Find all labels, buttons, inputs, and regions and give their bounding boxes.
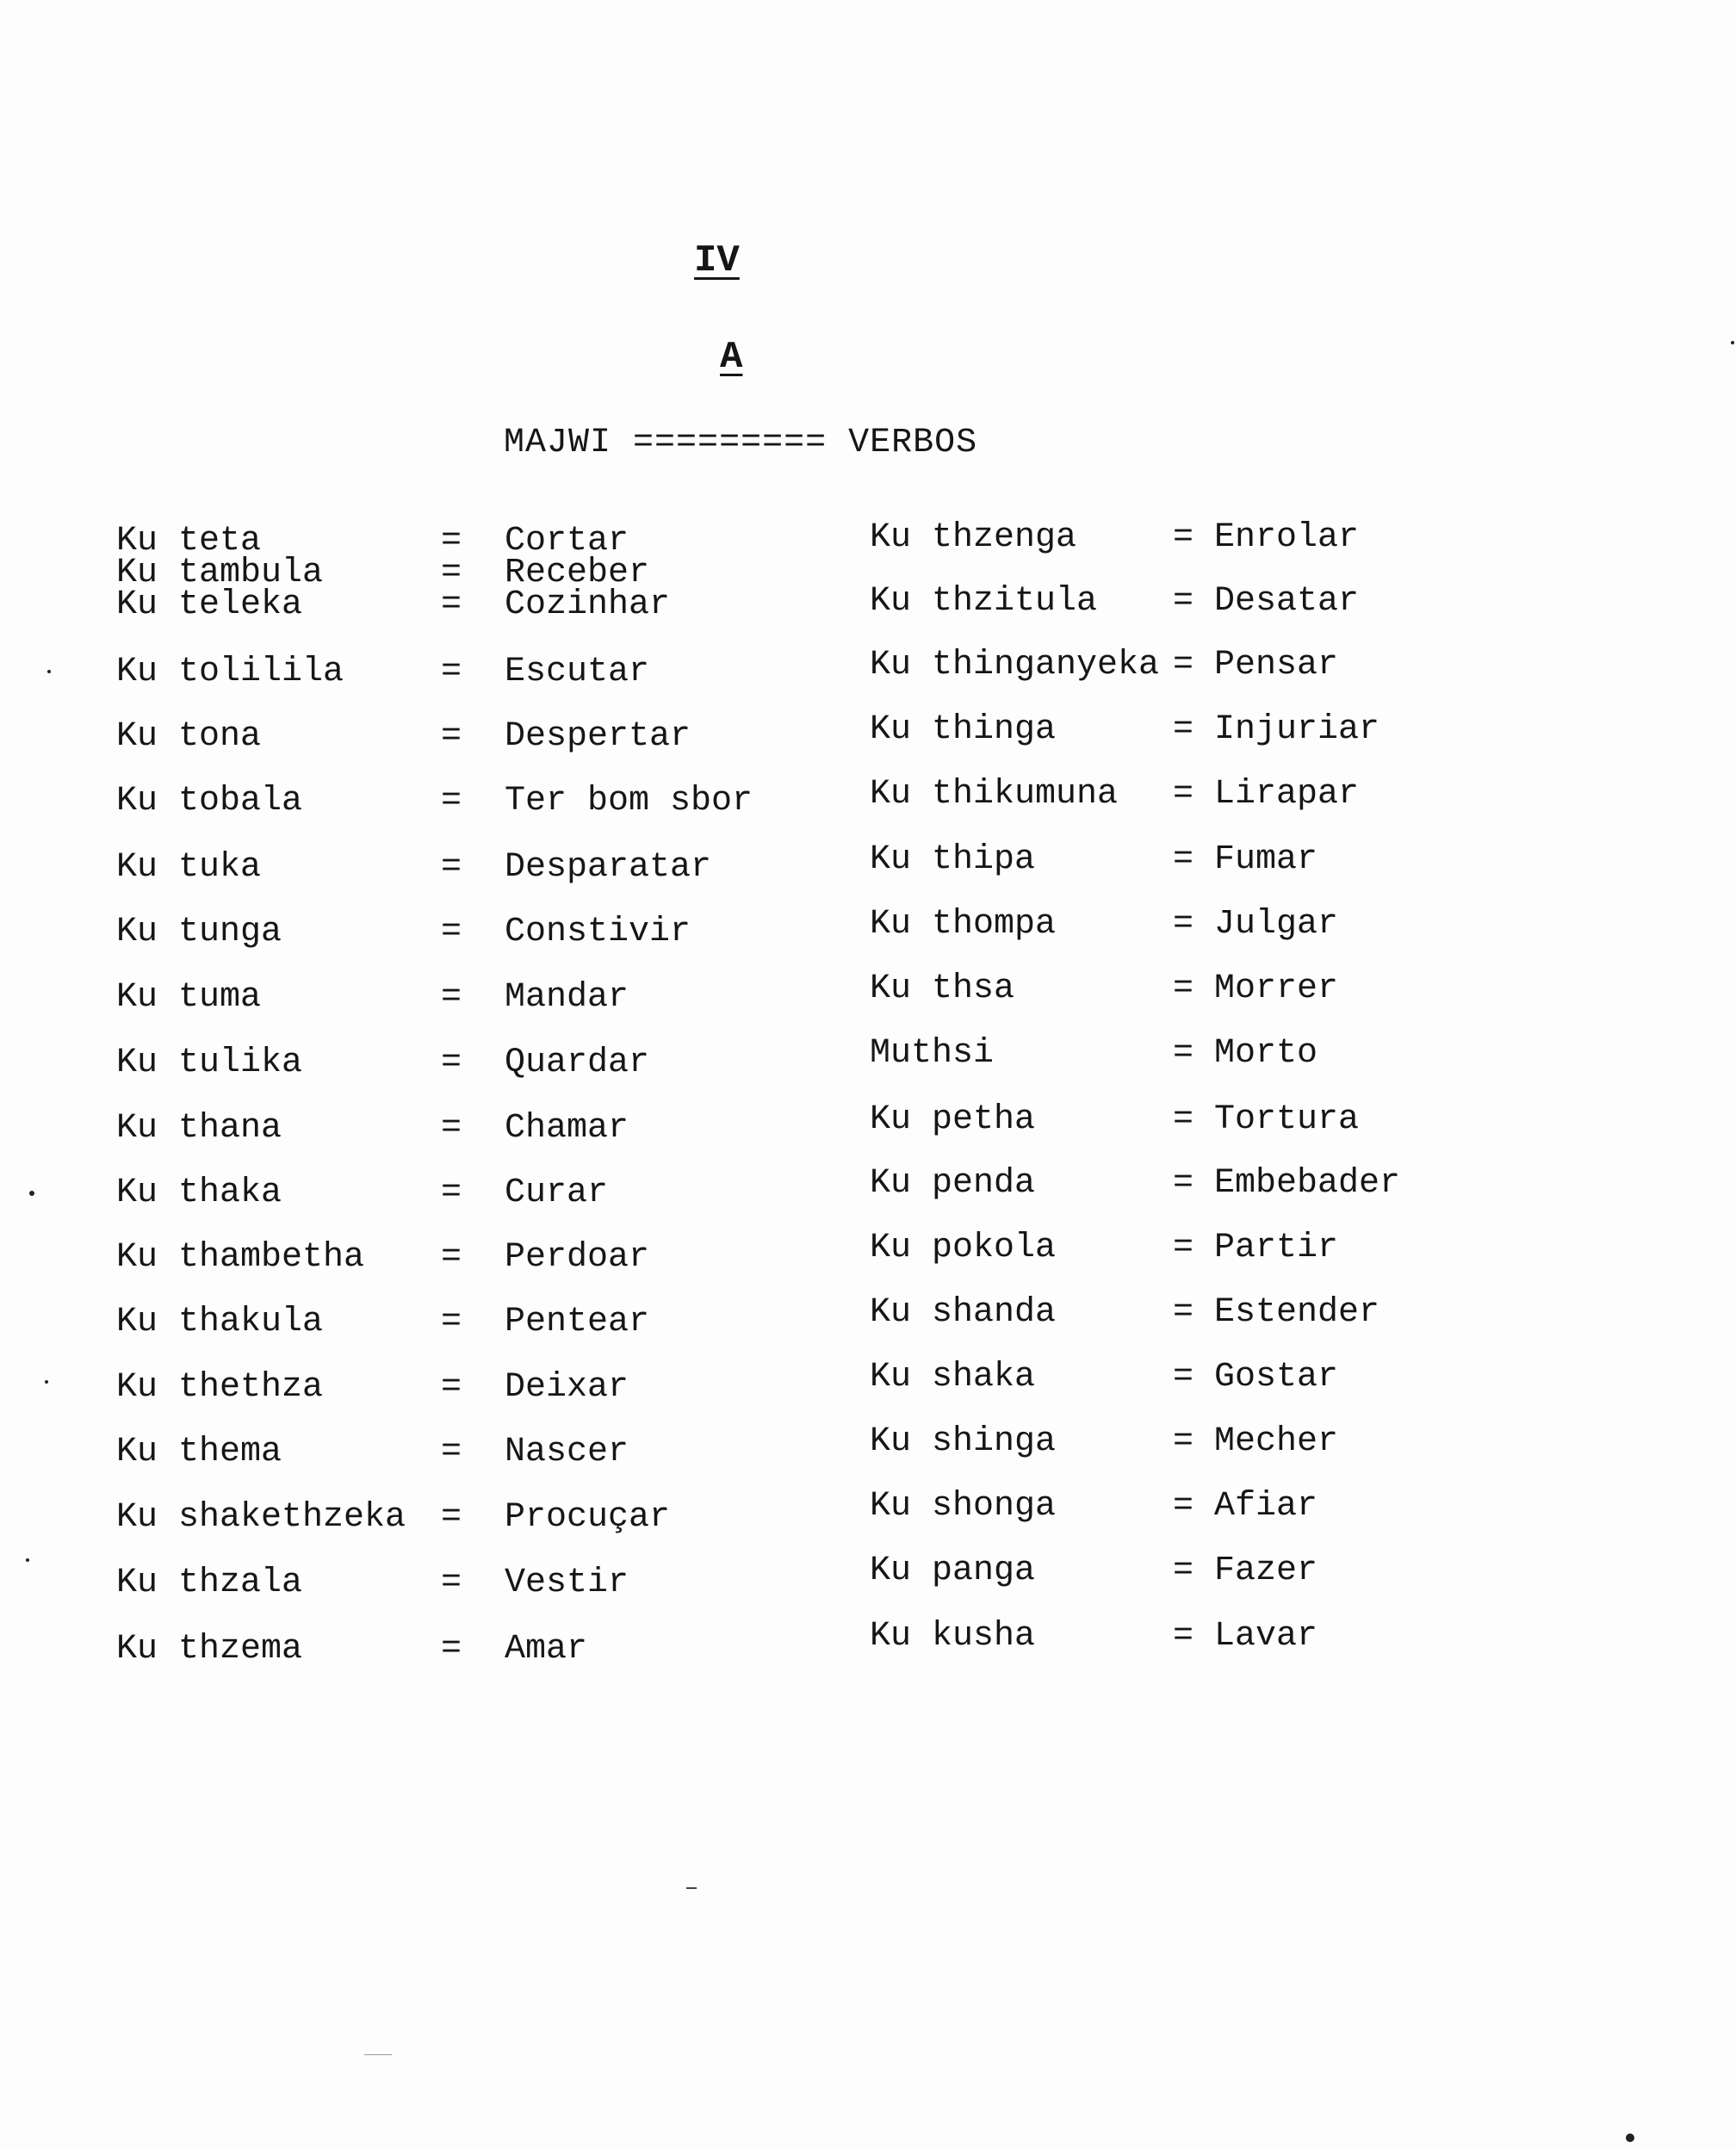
left-entry-translation: Pentear bbox=[505, 1303, 650, 1341]
right-entry-translation: Desatar bbox=[1214, 582, 1360, 621]
left-entry-translation: Perdoar bbox=[505, 1238, 650, 1277]
left-entry-equals-sign: = bbox=[441, 848, 462, 887]
right-entry-translation: Partir bbox=[1214, 1229, 1339, 1267]
left-entry-translation: Vestir bbox=[505, 1564, 629, 1602]
right-entry-equals-sign: = bbox=[1173, 905, 1194, 944]
left-entry-translation: Chamar bbox=[505, 1109, 629, 1148]
left-entry-equals-sign: = bbox=[441, 1303, 462, 1341]
left-entry-equals-sign: = bbox=[441, 1630, 462, 1669]
right-entry-term: Ku shinga bbox=[870, 1422, 1057, 1461]
subsection-letter: A bbox=[720, 336, 743, 379]
right-entry-equals-sign: = bbox=[1173, 1358, 1194, 1397]
left-entry-translation: Deixar bbox=[505, 1368, 629, 1407]
right-entry-translation: Enrolar bbox=[1214, 518, 1360, 557]
left-entry-term: Ku teta bbox=[116, 522, 262, 560]
right-entry-term: Ku thipa bbox=[870, 840, 1036, 879]
left-entry-term: Ku tambula bbox=[116, 554, 324, 592]
left-entry-translation: Mandar bbox=[505, 978, 629, 1017]
left-entry-equals-sign: = bbox=[441, 1044, 462, 1082]
left-entry-translation: Nascer bbox=[505, 1433, 629, 1471]
right-entry-translation: Fazer bbox=[1214, 1551, 1318, 1590]
right-entry-translation: Fumar bbox=[1214, 840, 1318, 879]
left-entry-equals-sign: = bbox=[441, 978, 462, 1017]
left-entry-equals-sign: = bbox=[441, 554, 462, 592]
left-entry-term: Ku tuma bbox=[116, 978, 262, 1017]
left-entry-term: Ku tolilila bbox=[116, 653, 344, 691]
scan-speck bbox=[26, 1558, 29, 1562]
right-entry-equals-sign: = bbox=[1173, 1551, 1194, 1590]
heading-left: MAJWI bbox=[504, 424, 612, 462]
scan-speck bbox=[1731, 341, 1734, 344]
left-entry-term: Ku tona bbox=[116, 717, 262, 756]
scan-mark bbox=[364, 2054, 392, 2055]
scan-speck bbox=[45, 1380, 48, 1384]
left-entry-translation: Escutar bbox=[505, 653, 650, 691]
right-entry-equals-sign: = bbox=[1173, 969, 1194, 1008]
right-entry-equals-sign: = bbox=[1173, 710, 1194, 749]
right-entry-translation: Morto bbox=[1214, 1034, 1318, 1073]
left-entry-term: Ku thzala bbox=[116, 1564, 303, 1602]
right-entry-term: Ku shonga bbox=[870, 1487, 1057, 1526]
right-entry-equals-sign: = bbox=[1173, 1164, 1194, 1203]
right-entry-term: Ku thikumuna bbox=[870, 775, 1119, 814]
left-entry-translation: Cozinhar bbox=[505, 585, 671, 624]
right-entry-translation: Morrer bbox=[1214, 969, 1339, 1008]
left-entry-equals-sign: = bbox=[441, 585, 462, 624]
right-entry-translation: Gostar bbox=[1214, 1358, 1339, 1397]
right-entry-translation: Embebader bbox=[1214, 1164, 1401, 1203]
left-entry-term: Ku shakethzeka bbox=[116, 1498, 406, 1537]
left-entry-translation: Procuçar bbox=[505, 1498, 671, 1537]
left-entry-translation: Desparatar bbox=[505, 848, 712, 887]
scan-mark bbox=[686, 1887, 697, 1889]
right-entry-equals-sign: = bbox=[1173, 775, 1194, 814]
scan-speck bbox=[29, 1191, 34, 1196]
right-entry-term: Ku pokola bbox=[870, 1229, 1057, 1267]
left-entry-equals-sign: = bbox=[441, 1433, 462, 1471]
right-entry-term: Ku kusha bbox=[870, 1617, 1036, 1656]
left-entry-term: Ku teleka bbox=[116, 585, 303, 624]
left-entry-term: Ku thaka bbox=[116, 1174, 282, 1212]
left-entry-term: Ku thana bbox=[116, 1109, 282, 1148]
left-entry-translation: Quardar bbox=[505, 1044, 650, 1082]
left-entry-translation: Despertar bbox=[505, 717, 691, 756]
left-entry-term: Ku thzema bbox=[116, 1630, 303, 1669]
left-entry-equals-sign: = bbox=[441, 1498, 462, 1537]
left-entry-translation: Curar bbox=[505, 1174, 609, 1212]
left-entry-equals-sign: = bbox=[441, 522, 462, 560]
right-entry-term: Ku thsa bbox=[870, 969, 1015, 1008]
right-entry-term: Muthsi bbox=[870, 1034, 995, 1073]
left-entry-translation: Ter bom sbor bbox=[505, 782, 753, 821]
left-entry-term: Ku thambetha bbox=[116, 1238, 365, 1277]
right-entry-term: Ku thinganyeka bbox=[870, 646, 1160, 684]
right-entry-term: Ku petha bbox=[870, 1100, 1036, 1139]
left-entry-equals-sign: = bbox=[441, 1174, 462, 1212]
right-entry-term: Ku thompa bbox=[870, 905, 1057, 944]
left-entry-equals-sign: = bbox=[441, 653, 462, 691]
right-entry-translation: Pensar bbox=[1214, 646, 1339, 684]
left-entry-term: Ku tuka bbox=[116, 848, 262, 887]
left-entry-equals-sign: = bbox=[441, 1368, 462, 1407]
right-entry-equals-sign: = bbox=[1173, 518, 1194, 557]
page-heading bbox=[504, 424, 977, 462]
left-entry-equals-sign: = bbox=[441, 717, 462, 756]
right-entry-equals-sign: = bbox=[1173, 582, 1194, 621]
right-entry-equals-sign: = bbox=[1173, 1229, 1194, 1267]
right-entry-translation: Julgar bbox=[1214, 905, 1339, 944]
right-entry-equals-sign: = bbox=[1173, 840, 1194, 879]
left-entry-translation: Amar bbox=[505, 1630, 588, 1669]
scan-speck bbox=[47, 670, 51, 673]
right-entry-term: Ku thzitula bbox=[870, 582, 1098, 621]
left-entry-equals-sign: = bbox=[441, 1238, 462, 1277]
right-entry-equals-sign: = bbox=[1173, 1034, 1194, 1073]
right-entry-translation: Lirapar bbox=[1214, 775, 1360, 814]
right-entry-equals-sign: = bbox=[1173, 1100, 1194, 1139]
left-entry-term: Ku tobala bbox=[116, 782, 303, 821]
right-entry-translation: Estender bbox=[1214, 1293, 1380, 1332]
left-entry-term: Ku thethza bbox=[116, 1368, 324, 1407]
left-entry-equals-sign: = bbox=[441, 1109, 462, 1148]
right-entry-equals-sign: = bbox=[1173, 1293, 1194, 1332]
right-entry-translation: Injuriar bbox=[1214, 710, 1380, 749]
scan-speck bbox=[1626, 2134, 1634, 2142]
right-entry-term: Ku penda bbox=[870, 1164, 1036, 1203]
left-entry-equals-sign: = bbox=[441, 1564, 462, 1602]
left-entry-equals-sign: = bbox=[441, 913, 462, 951]
right-entry-term: Ku thinga bbox=[870, 710, 1057, 749]
right-entry-equals-sign: = bbox=[1173, 1487, 1194, 1526]
left-entry-term: Ku thema bbox=[116, 1433, 282, 1471]
right-entry-term: Ku shanda bbox=[870, 1293, 1057, 1332]
left-entry-translation: Constivir bbox=[505, 913, 691, 951]
right-entry-term: Ku thzenga bbox=[870, 518, 1077, 557]
left-entry-term: Ku tunga bbox=[116, 913, 282, 951]
right-entry-translation: Lavar bbox=[1214, 1617, 1318, 1656]
right-entry-equals-sign: = bbox=[1173, 1617, 1194, 1656]
right-entry-term: Ku shaka bbox=[870, 1358, 1036, 1397]
right-entry-term: Ku panga bbox=[870, 1551, 1036, 1590]
section-roman-numeral: IV bbox=[694, 239, 740, 282]
heading-separator: ========= bbox=[633, 424, 828, 462]
right-entry-translation: Tortura bbox=[1214, 1100, 1360, 1139]
right-entry-equals-sign: = bbox=[1173, 646, 1194, 684]
right-entry-equals-sign: = bbox=[1173, 1422, 1194, 1461]
left-entry-term: Ku thakula bbox=[116, 1303, 324, 1341]
left-entry-term: Ku tulika bbox=[116, 1044, 303, 1082]
left-entry-translation: Cortar bbox=[505, 522, 629, 560]
heading-right: VERBOS bbox=[848, 424, 978, 462]
right-entry-translation: Mecher bbox=[1214, 1422, 1339, 1461]
left-entry-equals-sign: = bbox=[441, 782, 462, 821]
left-entry-translation: Receber bbox=[505, 554, 650, 592]
right-entry-translation: Afiar bbox=[1214, 1487, 1318, 1526]
